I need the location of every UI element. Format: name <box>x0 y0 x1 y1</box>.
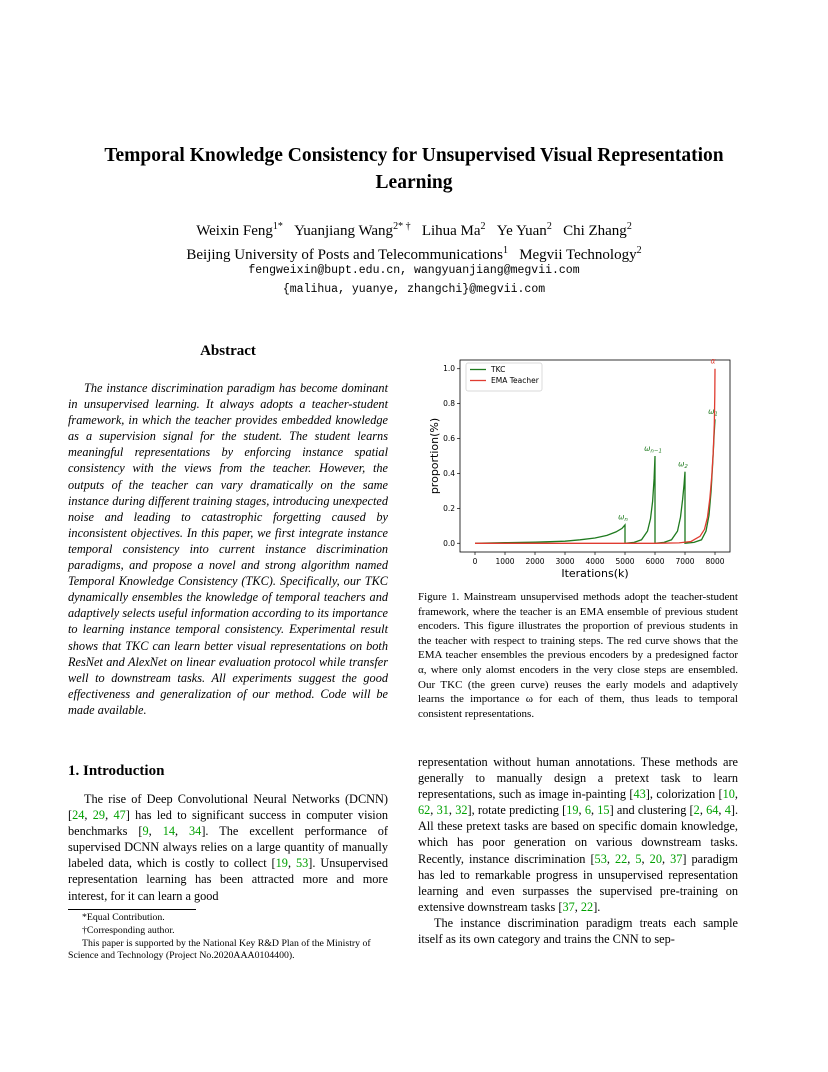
figure-caption: Figure 1. Mainstream unsupervised methods adopt the teacher-student framework, where the teacher is an EMA ensemble of previous student encoders. This figure illustrates the proportion of previous students in the teacher with respect to training steps. The red curve shows that the EMA teacher ensembles the previous encoders by a predesigned factor α, where only alomst encoders in the very close steps are ensembled. Our TKC (the green curve) reuses the early models and adaptively learns the importance ω for each of them, thus leads to temporal consistent representations. <box>418 591 738 720</box>
author-sup: 2 <box>480 221 486 232</box>
y-tick-label: 1.0 <box>443 364 455 374</box>
author-name: Chi Zhang <box>563 223 627 239</box>
author-name: Yuanjiang Wang <box>294 223 394 239</box>
citation-link[interactable]: 37 <box>562 899 575 914</box>
citation-link[interactable]: 4 <box>724 803 731 818</box>
x-tick-label: 5000 <box>615 557 635 566</box>
footnote-rule <box>68 909 196 910</box>
citation-link[interactable]: 2 <box>693 803 700 818</box>
right-column-body <box>418 754 738 947</box>
citation-link[interactable]: 10 <box>722 787 735 802</box>
affiliation-sup: 2 <box>636 245 642 256</box>
citation-link[interactable]: 31 <box>436 803 449 818</box>
citation-link[interactable]: 53 <box>295 856 309 871</box>
citation-link[interactable]: 6 <box>584 803 591 818</box>
citation-link[interactable]: 19 <box>566 803 579 818</box>
x-tick-label: 0 <box>472 557 478 566</box>
x-tick-label: 7000 <box>675 557 695 566</box>
citation-link[interactable]: 14 <box>162 824 175 839</box>
affiliation-name: Megvii Technology <box>519 247 637 263</box>
email-line-1: fengweixin@bupt.edu.cn, wangyuanjiang@megvii.com <box>248 264 580 277</box>
author-name: Ye Yuan <box>496 223 547 239</box>
annotation-label: α <box>710 356 716 366</box>
x-tick-label: 1000 <box>495 557 515 566</box>
annotation-label: $\omega_n$ <box>618 512 628 524</box>
author-name: Lihua Ma <box>421 223 481 239</box>
y-axis-label: proportion(%) <box>428 417 441 495</box>
annotation-subscript: 1 <box>714 411 718 418</box>
citation-link[interactable]: 64 <box>706 803 719 818</box>
y-tick-label: 0.2 <box>443 503 455 513</box>
citation-link[interactable]: 62 <box>418 803 431 818</box>
citation-link[interactable]: 24 <box>72 808 85 823</box>
paper-title: Temporal Knowledge Consistency for Unsupervised Visual Representation Learning <box>104 145 724 193</box>
series-line-tkc <box>475 419 715 543</box>
intro-paragraph-continued: representation without human annotations. These methods are generally to manually design a pretext task to learn representations, such as image in-painting [43], colorization [10, 62, 31, 32], rotate predicting [19, 6, 15] and clustering [2, 64, 4]. All these pretext tasks are based on specific domain knowledge, which has poor generation on various downstream tasks. Recently, instance discrimination [53, 22, 5, 20, 37] paradigm has led to remarkable progress in unsupervised representation learning and even surpasses the supervised pre-training on extensive downstream tasks [37, 22]. <box>418 755 739 914</box>
footnote-equal: *Equal Contribution. <box>82 912 165 923</box>
footnotes <box>68 912 388 963</box>
citation-link[interactable]: 32 <box>455 803 468 818</box>
affiliation-name: Beijing University of Posts and Telecommunications <box>186 247 503 263</box>
intro-body <box>68 791 388 904</box>
citation-link[interactable]: 34 <box>189 824 202 839</box>
x-axis-label: Iterations(k) <box>561 567 629 580</box>
citation-link[interactable]: 53 <box>594 851 607 866</box>
citation-link[interactable]: 9 <box>142 824 149 839</box>
y-tick-label: 0.6 <box>443 434 455 444</box>
x-tick-label: 2000 <box>525 557 545 566</box>
figure-1-chart <box>418 352 738 584</box>
x-tick-label: 3000 <box>555 557 575 566</box>
annotation-subscript: n <box>624 517 628 524</box>
author-sup: 2* † <box>393 221 411 232</box>
citation-link[interactable]: 37 <box>670 851 683 866</box>
annotation-label: $\omega_{n-1}$ <box>644 443 662 455</box>
legend-label: TKC <box>491 365 506 374</box>
author-sup: 2 <box>546 221 552 232</box>
citation-link[interactable]: 20 <box>649 851 662 866</box>
email-block <box>80 261 748 299</box>
citation-link[interactable]: 29 <box>92 808 106 823</box>
citation-link[interactable]: 47 <box>113 808 126 823</box>
citation-link[interactable]: 15 <box>597 803 610 818</box>
y-tick-label: 0.4 <box>443 468 455 478</box>
x-tick-label: 8000 <box>705 557 725 566</box>
y-tick-label: 0.8 <box>443 399 455 409</box>
annotation-subscript: 2 <box>684 463 688 470</box>
annotation-label: $\omega_2$ <box>678 459 688 470</box>
citation-link[interactable]: 22 <box>580 899 594 914</box>
footnote-corresponding: †Corresponding author. <box>82 924 175 936</box>
footnote-funding: This paper is supported by the National Key R&D Plan of the Ministry of Science and Technology (Project No.2020AAA0104400). <box>68 937 371 962</box>
annotation-label: $\omega_1$ <box>708 407 718 418</box>
legend-label: EMA Teacher <box>491 376 539 385</box>
intro-paragraph-2: The instance discrimination paradigm treats each sample itself as its own category and trains the CNN to sep- <box>418 915 738 947</box>
author-line <box>80 217 748 241</box>
annotation-subscript: n−1 <box>650 448 662 455</box>
abstract-text: The instance discrimination paradigm has become dominant in unsupervised learning. It always adopts a teacher-student framework, in which the teacher provides embedded knowledge as a supervision signal for the student. The student learns meaningful representations by enforcing instance spatial consistency with the views from the teacher. However, the outputs of the teacher can vary dramatically on the same instance during different training stages, introducing unexpected noise and leading to catastrophic forgetting caused by inconsistent objectives. In this paper, we first integrate instance temporal consistency into current instance discrimination paradigms, and propose a novel and strong algorithm named Temporal Knowledge Consistency (TKC). Specifically, our TKC dynamically ensembles the knowledge of temporal teachers and adaptively selects useful information according to its importance to learning instance temporal consistency. Experimental result shows that TKC can learn better visual representations on both ResNet and AlexNet on linear evaluation protocol while transfer well to downstream tasks. All experiments suggest the good effectiveness and generalization of our method. Code will be made available. <box>68 381 388 717</box>
citation-link[interactable]: 5 <box>635 851 642 866</box>
author-sup: 2 <box>626 221 632 232</box>
x-tick-label: 4000 <box>585 557 605 566</box>
email-line-2: {malihua, yuanye, zhangchi}@megvii.com <box>282 283 546 296</box>
affiliation-sup: 1 <box>502 245 508 256</box>
x-tick-label: 6000 <box>645 557 665 566</box>
citation-link[interactable]: 22 <box>614 851 628 866</box>
citation-link[interactable]: 43 <box>633 787 646 802</box>
citation-link[interactable]: 19 <box>275 856 288 871</box>
y-tick-label: 0.0 <box>443 538 455 548</box>
author-name: Weixin Feng <box>196 223 273 239</box>
intro-heading: 1. Introduction <box>68 763 165 779</box>
abstract-body <box>68 380 388 718</box>
author-block <box>80 217 748 265</box>
series-line-ema-teacher <box>475 369 715 544</box>
intro-paragraph: The rise of Deep Convolutional Neural Networks (DCNN) [24, 29, 47] has led to significant success in computer vision benchmarks [9, 14, 34]. The excellent performance of supervised DCNN always relies on a large quantity of manually labeled data, which is costly to collect [19, 53]. Unsupervised representation learning has been attracted more and more interest, for it can learn a good <box>68 792 388 903</box>
abstract-heading: Abstract <box>200 343 256 359</box>
author-sup: 1* <box>272 221 283 232</box>
